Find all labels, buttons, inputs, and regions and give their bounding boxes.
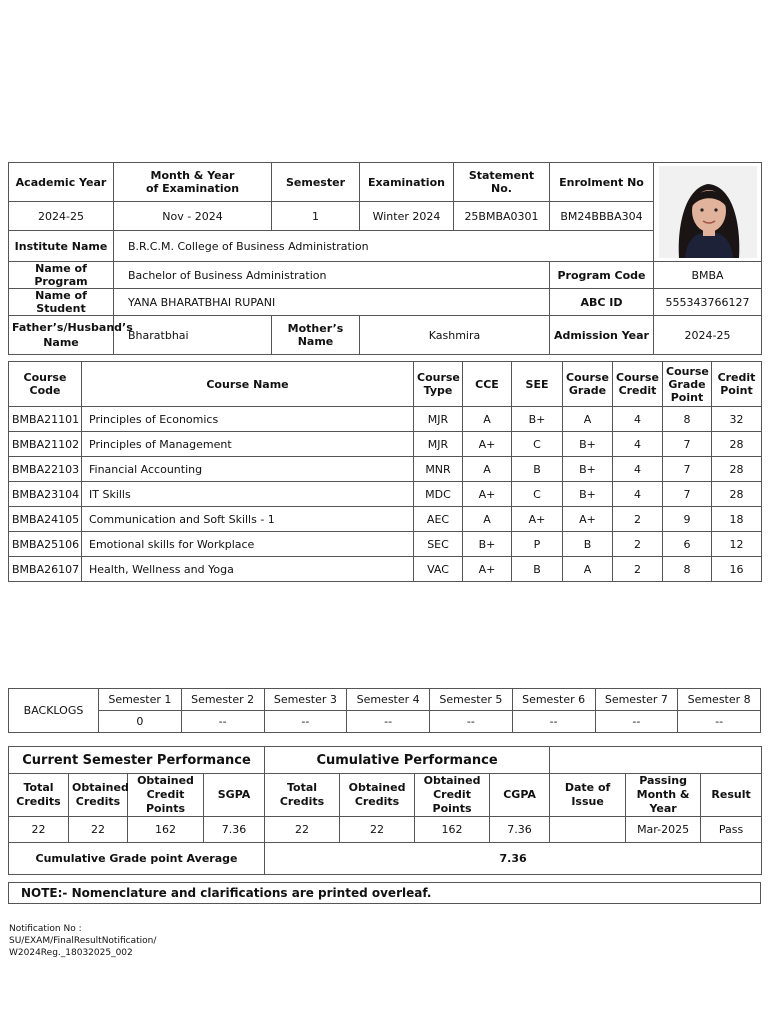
backlog-semester-header: Semester 4 [347,689,430,711]
col-course-type: Course Type [414,362,463,407]
current-obtained-credit-points: 162 [128,817,204,843]
program-code-value: BMBA [654,262,762,289]
current-obtained-credits: 22 [69,817,128,843]
month-year-label: Month & Year of Examination [114,163,272,202]
cce-grade: A [463,507,512,532]
institute-name-label: Institute Name [9,231,114,262]
abc-id-label: ABC ID [550,289,654,316]
month-year-value: Nov - 2024 [114,202,272,231]
backlog-value: -- [512,711,595,733]
course-type: MJR [414,432,463,457]
cce-grade: A+ [463,432,512,457]
col-course-code: Course Code [9,362,82,407]
course-code: BMBA21101 [9,407,82,432]
col-course-grade: Course Grade [563,362,613,407]
course-grade-point: 7 [663,432,712,457]
course-credit: 2 [613,557,663,582]
mother-name-value: Kashmira [360,316,550,355]
cum-total-credits-header: Total Credits [265,774,340,817]
table-row [9,482,762,507]
student-details-table [8,162,762,355]
course-name: IT Skills [82,482,414,507]
cce-grade: A+ [463,557,512,582]
statement-no-label: Statement No. [454,163,550,202]
cum-obtained-credit-points: 162 [415,817,490,843]
passing-month-year-value: Mar-2025 [626,817,701,843]
backlog-semester-header: Semester 3 [264,689,347,711]
credit-point: 28 [712,432,762,457]
note-text: NOTE:- Nomenclature and clarifications are printed overleaf. [8,882,761,904]
course-type: VAC [414,557,463,582]
backlog-semester-header: Semester 5 [430,689,513,711]
cgpa-label: Cumulative Grade point Average [9,843,265,875]
current-total-credits: 22 [9,817,69,843]
course-name: Emotional skills for Workplace [82,532,414,557]
see-grade: A+ [512,507,563,532]
course-name: Communication and Soft Skills - 1 [82,507,414,532]
admission-year-value: 2024-25 [654,316,762,355]
backlog-value: -- [181,711,264,733]
course-credit: 2 [613,507,663,532]
course-grade: B [563,532,613,557]
cum-obtained-credits: 22 [340,817,415,843]
notification-line: W2024Reg._18032025_002 [9,948,133,958]
cumulative-performance-title: Cumulative Performance [265,747,550,774]
backlog-value: -- [595,711,678,733]
course-grade-point: 7 [663,482,712,507]
abc-id-value: 555343766127 [654,289,762,316]
sgpa-value: 7.36 [204,817,265,843]
backlog-value: -- [430,711,513,733]
backlogs-table [8,688,761,733]
course-grade: B+ [563,457,613,482]
see-grade: B [512,557,563,582]
see-grade: B [512,457,563,482]
notification-line: SU/EXAM/FinalResultNotification/ [9,936,157,946]
course-name: Financial Accounting [82,457,414,482]
see-grade: P [512,532,563,557]
cgpa-summary-value: 7.36 [265,843,762,875]
course-code: BMBA21102 [9,432,82,457]
backlog-value: -- [264,711,347,733]
credit-point: 12 [712,532,762,557]
current-total-credits-header: Total Credits [9,774,69,817]
result-value: Pass [701,817,762,843]
program-value: Bachelor of Business Administration [114,262,550,289]
cce-grade: A [463,407,512,432]
credit-point: 28 [712,482,762,507]
cgpa-header: CGPA [490,774,550,817]
examination-label: Examination [360,163,454,202]
course-grade: B+ [563,432,613,457]
cce-grade: A [463,457,512,482]
table-row [9,457,762,482]
date-of-issue-header: Date of Issue [550,774,626,817]
col-course-name: Course Name [82,362,414,407]
course-grade-point: 6 [663,532,712,557]
semester-label: Semester [272,163,360,202]
col-course-grade-point: Course Grade Point [663,362,712,407]
course-grade-point: 8 [663,407,712,432]
enrolment-no-label: Enrolment No [550,163,654,202]
course-grade: A [563,557,613,582]
issue-header-blank [550,747,762,774]
admission-year-label: Admission Year [550,316,654,355]
father-name-value: Bharatbhai [114,316,272,355]
passing-month-year-header: Passing Month & Year [626,774,701,817]
academic-year-label: Academic Year [9,163,114,202]
mother-name-label: Mother’s Name [272,316,360,355]
course-grade-point: 8 [663,557,712,582]
course-credit: 4 [613,407,663,432]
backlog-value: -- [347,711,430,733]
course-type: SEC [414,532,463,557]
backlogs-label: BACKLOGS [9,689,99,733]
backlog-semester-header: Semester 1 [99,689,182,711]
course-grade: B+ [563,482,613,507]
program-code-label: Program Code [550,262,654,289]
course-credit: 4 [613,432,663,457]
credit-point: 32 [712,407,762,432]
academic-year-value: 2024-25 [9,202,114,231]
notification-number [9,923,209,959]
col-cce: CCE [463,362,512,407]
course-code: BMBA25106 [9,532,82,557]
result-header: Result [701,774,762,817]
enrolment-no-value: BM24BBBA304 [550,202,654,231]
cce-grade: A+ [463,482,512,507]
course-code: BMBA26107 [9,557,82,582]
credit-point: 18 [712,507,762,532]
course-code: BMBA23104 [9,482,82,507]
date-of-issue-value [550,817,626,843]
course-type: MJR [414,407,463,432]
semester-value: 1 [272,202,360,231]
col-credit-point: Credit Point [712,362,762,407]
course-credit: 2 [613,532,663,557]
backlog-value: -- [678,711,761,733]
course-type: AEC [414,507,463,532]
student-name-label: Name of Student [9,289,114,316]
course-type: MDC [414,482,463,507]
cgpa-value: 7.36 [490,817,550,843]
table-row [9,557,762,582]
col-course-credit: Course Credit [613,362,663,407]
cce-grade: B+ [463,532,512,557]
current-obtained-credits-header: Obtained Credits [69,774,128,817]
student-photo [659,166,757,258]
examination-value: Winter 2024 [360,202,454,231]
see-grade: B+ [512,407,563,432]
table-row [9,507,762,532]
course-name: Health, Wellness and Yoga [82,557,414,582]
backlog-value: 0 [99,711,182,733]
cum-obtained-cp-header: Obtained Credit Points [415,774,490,817]
institute-name-value: B.R.C.M. College of Business Administration [114,231,654,262]
course-name: Principles of Economics [82,407,414,432]
student-name-value: YANA BHARATBHAI RUPANI [114,289,550,316]
course-code: BMBA22103 [9,457,82,482]
table-row [9,432,762,457]
backlog-semester-header: Semester 2 [181,689,264,711]
see-grade: C [512,432,563,457]
backlog-semester-header: Semester 6 [512,689,595,711]
performance-table [8,746,762,875]
course-credit: 4 [613,457,663,482]
courses-table [8,361,762,582]
backlog-semester-header: Semester 8 [678,689,761,711]
course-code: BMBA24105 [9,507,82,532]
credit-point: 28 [712,457,762,482]
cum-obtained-credits-header: Obtained Credits [340,774,415,817]
table-row [9,532,762,557]
course-grade-point: 9 [663,507,712,532]
cum-total-credits: 22 [265,817,340,843]
sgpa-header: SGPA [204,774,265,817]
course-name: Principles of Management [82,432,414,457]
table-row [9,407,762,432]
course-grade: A+ [563,507,613,532]
col-see: SEE [512,362,563,407]
father-name-label: Father’s/Husband’s Name [9,316,114,355]
current-performance-title: Current Semester Performance [9,747,265,774]
statement-no-value: 25BMBA0301 [454,202,550,231]
course-grade-point: 7 [663,457,712,482]
see-grade: C [512,482,563,507]
notification-line: Notification No : [9,924,82,934]
student-photo-cell [654,163,762,262]
backlog-semester-header: Semester 7 [595,689,678,711]
credit-point: 16 [712,557,762,582]
current-obtained-cp-header: Obtained Credit Points [128,774,204,817]
course-grade: A [563,407,613,432]
course-type: MNR [414,457,463,482]
course-credit: 4 [613,482,663,507]
program-label: Name of Program [9,262,114,289]
